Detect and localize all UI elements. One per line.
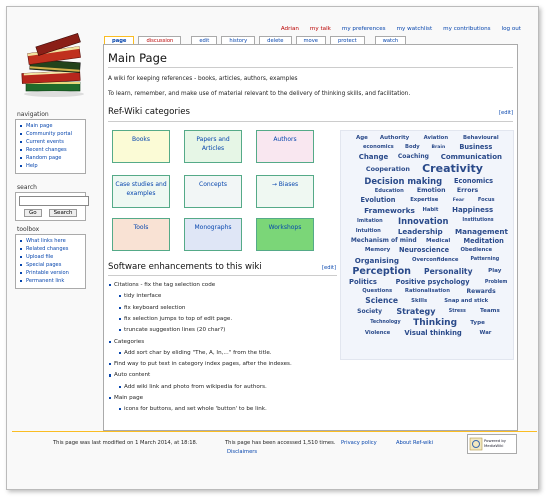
footer-divider bbox=[12, 431, 537, 432]
access-count-text: This page has been accessed 1,510 times. bbox=[225, 440, 336, 446]
tag-intuition[interactable]: Intuition bbox=[355, 228, 381, 235]
category-box-7[interactable]: Monographs bbox=[184, 218, 242, 251]
toolbox-item-permanent-link[interactable]: Permanent link bbox=[19, 277, 82, 285]
tab-discussion[interactable]: discussion bbox=[138, 36, 181, 45]
enhancement-item: Auto content bbox=[114, 372, 151, 379]
categories-edit-link[interactable]: [edit] bbox=[498, 110, 513, 116]
tag-economics[interactable]: Economics bbox=[453, 177, 494, 186]
category-box-4[interactable]: Concepts bbox=[184, 175, 242, 208]
category-box-5[interactable]: → Biases bbox=[256, 175, 314, 208]
category-box-3[interactable]: Case studies and examples bbox=[112, 175, 170, 208]
tag-violence[interactable]: Violence bbox=[364, 330, 391, 337]
sidebar-item-random-page[interactable]: Random page bbox=[19, 154, 82, 162]
navigation-portlet bbox=[15, 111, 86, 174]
toolbox-item-printable-version[interactable]: Printable version bbox=[19, 269, 82, 277]
tag-habit[interactable]: Habit bbox=[422, 207, 439, 214]
tag-fear[interactable]: Fear bbox=[452, 197, 465, 203]
tag-management[interactable]: Management bbox=[455, 227, 508, 237]
tab-protect[interactable]: protect bbox=[330, 36, 365, 45]
enhancement-item: tidy interface bbox=[124, 293, 162, 300]
tag-society[interactable]: Society bbox=[357, 308, 383, 316]
toolbox-item-related-changes[interactable]: Related changes bbox=[19, 245, 82, 253]
search-input[interactable] bbox=[19, 196, 89, 206]
enhancement-item: fix selection jumps to top of edit page. bbox=[124, 315, 233, 322]
my-talk-link[interactable]: my talk bbox=[309, 26, 331, 32]
disclaimers-link[interactable]: Disclaimers bbox=[227, 449, 258, 455]
tab-history[interactable]: history bbox=[221, 36, 255, 45]
tag-institutions[interactable]: Institutions bbox=[462, 218, 494, 224]
tag-brain[interactable]: Brain bbox=[431, 144, 446, 150]
last-modified-text: This page was last modified on 1 March 2014, at 18:18. bbox=[53, 440, 198, 446]
tab-move[interactable]: move bbox=[296, 36, 327, 45]
categories-divider bbox=[108, 121, 513, 122]
tag-science[interactable]: Science bbox=[365, 296, 399, 306]
tag-visual-thinking[interactable]: Visual thinking bbox=[404, 329, 462, 338]
powered-by-text: Powered by MediaWiki bbox=[484, 438, 507, 448]
tag-positive-psychology[interactable]: Positive psychology bbox=[395, 278, 470, 287]
category-box-6[interactable]: Tools bbox=[112, 218, 170, 251]
toolbox-body bbox=[15, 234, 86, 289]
tag-authority[interactable]: Authority bbox=[379, 135, 410, 141]
tag-change[interactable]: Change bbox=[358, 152, 389, 161]
enhancement-item: icons for buttons, and set whole 'button' to be link. bbox=[124, 406, 267, 413]
tag-skills[interactable]: Skills bbox=[411, 297, 428, 304]
about-link[interactable]: About Ref-wiki bbox=[396, 440, 434, 446]
search-body bbox=[15, 192, 86, 221]
tag-type[interactable]: Type bbox=[470, 319, 485, 326]
sidebar-item-current-events[interactable]: Current events bbox=[19, 138, 82, 146]
tag-rationalisation[interactable]: Rationalisation bbox=[404, 288, 450, 295]
tag-expertise[interactable]: Expertise bbox=[410, 197, 439, 204]
tag-errors[interactable]: Errors bbox=[456, 187, 479, 195]
tag-economics[interactable]: economics bbox=[362, 144, 394, 151]
my-preferences-link[interactable]: my preferences bbox=[341, 26, 386, 32]
title-divider bbox=[108, 67, 513, 68]
tag-technology[interactable]: Technology bbox=[370, 320, 401, 326]
tag-behavioural[interactable]: Behavioural bbox=[463, 135, 499, 142]
content-area bbox=[103, 44, 518, 431]
tag-cloud bbox=[340, 130, 514, 360]
my-watchlist-link[interactable]: my watchlist bbox=[396, 26, 433, 32]
enhancement-item: fix keyboard selection bbox=[124, 304, 186, 311]
tag-teams[interactable]: Teams bbox=[480, 308, 500, 315]
tag-meditation[interactable]: Meditation bbox=[463, 237, 504, 245]
tag-patterning[interactable]: Patterning bbox=[470, 257, 500, 263]
tag-thinking[interactable]: Thinking bbox=[413, 317, 458, 328]
personal-links bbox=[281, 26, 521, 32]
toolbox-portlet bbox=[15, 226, 86, 289]
sidebar-item-help[interactable]: Help bbox=[19, 162, 82, 170]
privacy-policy-link[interactable]: Privacy policy bbox=[341, 440, 377, 446]
sidebar-item-recent-changes[interactable]: Recent changes bbox=[19, 146, 82, 154]
tag-focus[interactable]: Focus bbox=[477, 197, 495, 204]
sidebar-item-community-portal[interactable]: Community portal bbox=[19, 130, 82, 138]
enhancement-item: Add sort char by eliding "The, A, In,..." from the title. bbox=[124, 349, 272, 356]
toolbox-item-special-pages[interactable]: Special pages bbox=[19, 261, 82, 269]
tab-edit[interactable]: edit bbox=[191, 36, 217, 45]
enhancement-item: truncate suggestion lines (20 char?) bbox=[124, 327, 226, 334]
tag-education[interactable]: Education bbox=[374, 188, 404, 195]
tab-delete[interactable]: delete bbox=[259, 36, 291, 45]
tag-politics[interactable]: Politics bbox=[348, 278, 377, 287]
tag-leadership[interactable]: Leadership bbox=[397, 227, 443, 237]
category-box-1[interactable]: Papers and Articles bbox=[184, 130, 242, 163]
toolbox-title: toolbox bbox=[17, 226, 40, 233]
tag-creativity[interactable]: Creativity bbox=[422, 162, 483, 176]
log-out-link[interactable]: log out bbox=[501, 26, 521, 32]
tag-personality[interactable]: Personality bbox=[424, 267, 473, 277]
toolbox-item-upload-file[interactable]: Upload file bbox=[19, 253, 82, 261]
toolbox-item-what-links-here[interactable]: What links here bbox=[19, 237, 82, 245]
software-edit-link[interactable]: [edit] bbox=[322, 265, 337, 271]
go-button[interactable]: Go bbox=[24, 209, 42, 217]
tag-rewards[interactable]: Rewards bbox=[466, 287, 496, 295]
tab-watch[interactable]: watch bbox=[375, 36, 407, 45]
powered-by-badge[interactable] bbox=[467, 434, 517, 454]
tag-decision-making[interactable]: Decision making bbox=[364, 176, 443, 187]
navigation-body bbox=[15, 119, 86, 174]
tag-mechanism-of-mind[interactable]: Mechanism of mind bbox=[350, 237, 417, 245]
tab-page[interactable]: page bbox=[104, 36, 134, 45]
user-link[interactable]: Adrian bbox=[280, 26, 299, 32]
tag-emotion[interactable]: Emotion bbox=[416, 187, 446, 195]
tag-play[interactable]: Play bbox=[488, 268, 502, 275]
tag-medical[interactable]: Medical bbox=[426, 237, 451, 244]
tag-business[interactable]: Business bbox=[459, 143, 493, 152]
tag-coaching[interactable]: Coaching bbox=[397, 153, 429, 161]
my-contributions-link[interactable]: my contributions bbox=[443, 26, 491, 32]
tag-communication[interactable]: Communication bbox=[440, 152, 502, 161]
tag-frameworks[interactable]: Frameworks bbox=[364, 205, 415, 215]
search-button[interactable]: Search bbox=[49, 209, 78, 217]
tag-obedience[interactable]: Obedience bbox=[460, 247, 493, 254]
tag-problem[interactable]: Problem bbox=[484, 279, 508, 285]
books-logo[interactable] bbox=[16, 28, 94, 102]
page-title: Main Page bbox=[108, 51, 167, 65]
intro-line-1: A wiki for keeping references - books, articles, authors, examples bbox=[108, 76, 298, 82]
tag-overconfidence[interactable]: Overconfidence bbox=[411, 257, 459, 263]
categories-heading: Ref-Wiki categories bbox=[108, 107, 191, 117]
sidebar-item-main-page[interactable]: Main page bbox=[19, 122, 82, 130]
tag-perception[interactable]: Perception bbox=[352, 265, 412, 277]
tag-war[interactable]: War bbox=[479, 330, 492, 337]
software-divider bbox=[108, 275, 337, 276]
search-title: search bbox=[17, 184, 37, 191]
tag-innovation[interactable]: Innovation bbox=[398, 215, 449, 226]
intro-line-2: To learn, remember, and make use of material relevant to the delivery of thinking skills, and facilitation. bbox=[108, 91, 411, 97]
enhancement-item: Main page bbox=[114, 395, 144, 401]
enhancement-item: Categories bbox=[114, 338, 145, 345]
tag-neuroscience[interactable]: Neuroscience bbox=[399, 246, 450, 255]
software-heading: Software enhancements to this wiki bbox=[108, 262, 262, 272]
enhancement-item: Add wiki link and photo from wikipedia for authors. bbox=[124, 383, 267, 390]
tag-age[interactable]: Age bbox=[355, 135, 368, 141]
tag-imitation[interactable]: Imitation bbox=[357, 218, 383, 225]
category-box-2[interactable]: Authors bbox=[256, 130, 314, 163]
tag-happiness[interactable]: Happiness bbox=[452, 205, 494, 214]
tag-evolution[interactable]: Evolution bbox=[360, 196, 396, 205]
search-portlet bbox=[15, 184, 86, 221]
category-box-8[interactable]: Workshops bbox=[256, 218, 314, 251]
tag-cooperation[interactable]: Cooperation bbox=[365, 165, 410, 174]
navigation-title: navigation bbox=[17, 111, 49, 118]
tag-body[interactable]: Body bbox=[405, 144, 420, 151]
tag-aviation[interactable]: Aviation bbox=[423, 135, 449, 142]
tag-stress[interactable]: Stress bbox=[448, 308, 466, 314]
tag-strategy[interactable]: Strategy bbox=[396, 306, 436, 316]
enhancement-item: Find way to put text in category index pages, after the indexes. bbox=[114, 361, 292, 368]
tag-memory[interactable]: Memory bbox=[364, 247, 391, 254]
tag-snap-and-stick[interactable]: Snap and stick bbox=[444, 297, 489, 304]
tag-organising[interactable]: Organising bbox=[354, 255, 399, 265]
enhancement-item: Citations - fix the tag selection code bbox=[114, 282, 216, 288]
category-box-0[interactable]: Books bbox=[112, 130, 170, 163]
tag-questions[interactable]: Questions bbox=[362, 288, 393, 295]
